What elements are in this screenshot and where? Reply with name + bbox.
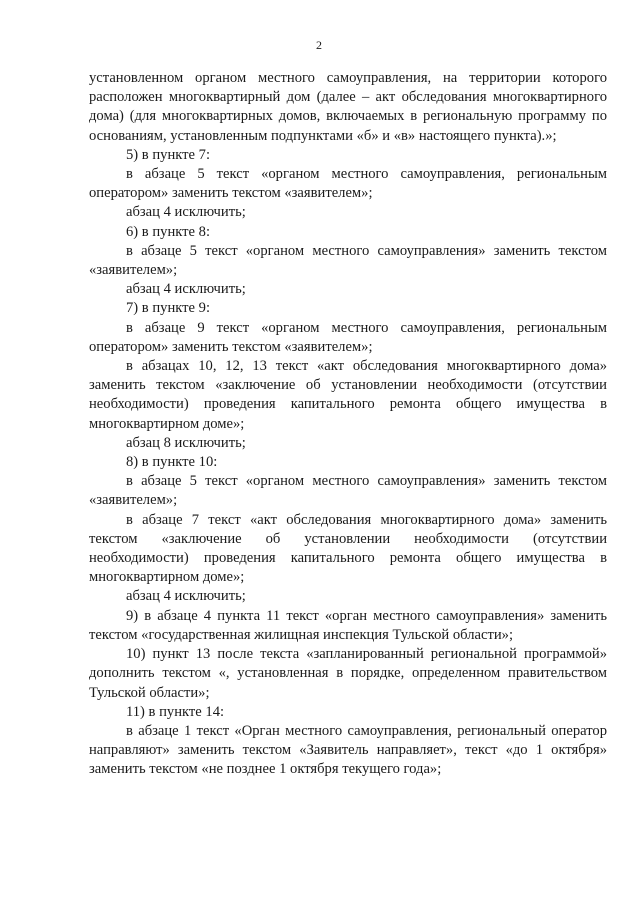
paragraph-13: в абзаце 5 текст «органом местного самоуправления» заменить текстом «заявителем»; [89,473,607,509]
paragraph-3: в абзаце 5 текст «органом местного самоуправления, региональным оператором» заменить текстом «заявителем»; [89,166,607,202]
paragraph-7: абзац 4 исключить; [126,281,246,298]
paragraph-10: в абзацах 10, 12, 13 текст «акт обследования многоквартирного дома» заменить текстом «заключение об установлении необходимости (отсутствии необходимости) проведения капитального ремонта общего имущества в многоквартирном доме»; [89,358,607,432]
page-number: 2 [316,38,322,52]
paragraph-18: 11) в пункте 14: [126,703,225,720]
paragraph-4: абзац 4 исключить; [126,204,246,221]
paragraph-8: 7) в пункте 9: [126,300,211,317]
paragraph-9: в абзаце 9 текст «органом местного самоуправления, региональным оператором» заменить текстом «заявителем»; [89,319,607,355]
paragraph-16: 9) в абзаце 4 пункта 11 текст «орган местного самоуправления» заменить текстом «государственная жилищная инспекция Тульской области»; [89,607,607,643]
paragraph-14: в абзаце 7 текст «акт обследования многоквартирного дома» заменить текстом «заключение об установлении необходимости (отсутствии необходимости) проведения капитального ремонта общего имущества в многоквартирном доме»; [89,511,607,586]
paragraph-6: в абзаце 5 текст «органом местного самоуправления» заменить текстом «заявителем»; [89,242,607,279]
paragraph-1: установленном органом местного самоуправления, на территории которого расположен многоквартирный дом (далее – акт обследования многоквартирного дома) (для многоквартирных домов, включаемых в региональную программу по основаниям, установленным подпунктами «б» и «в» настоящего пункта).»; [89,70,607,144]
paragraph-19: в абзаце 1 текст «Орган местного самоуправления, региональный оператор направляют» заменить текстом «Заявитель направляет», текст «до 1 октября» заменить текстом «не позднее 1 октября текущего года»; [89,722,607,778]
paragraph-15: абзац 4 исключить; [126,588,246,605]
document-body [89,69,607,780]
paragraph-5: 6) в пункте 8: [126,223,211,240]
paragraph-12: 8) в пункте 10: [126,454,218,471]
paragraph-2: 5) в пункте 7: [126,146,211,163]
paragraph-17: 10) пункт 13 после текста «запланированный региональной программой» дополнить текстом «, установленная в порядке, определенном правительством Тульской области»; [89,646,607,701]
paragraph-11: абзац 8 исключить; [126,434,246,451]
